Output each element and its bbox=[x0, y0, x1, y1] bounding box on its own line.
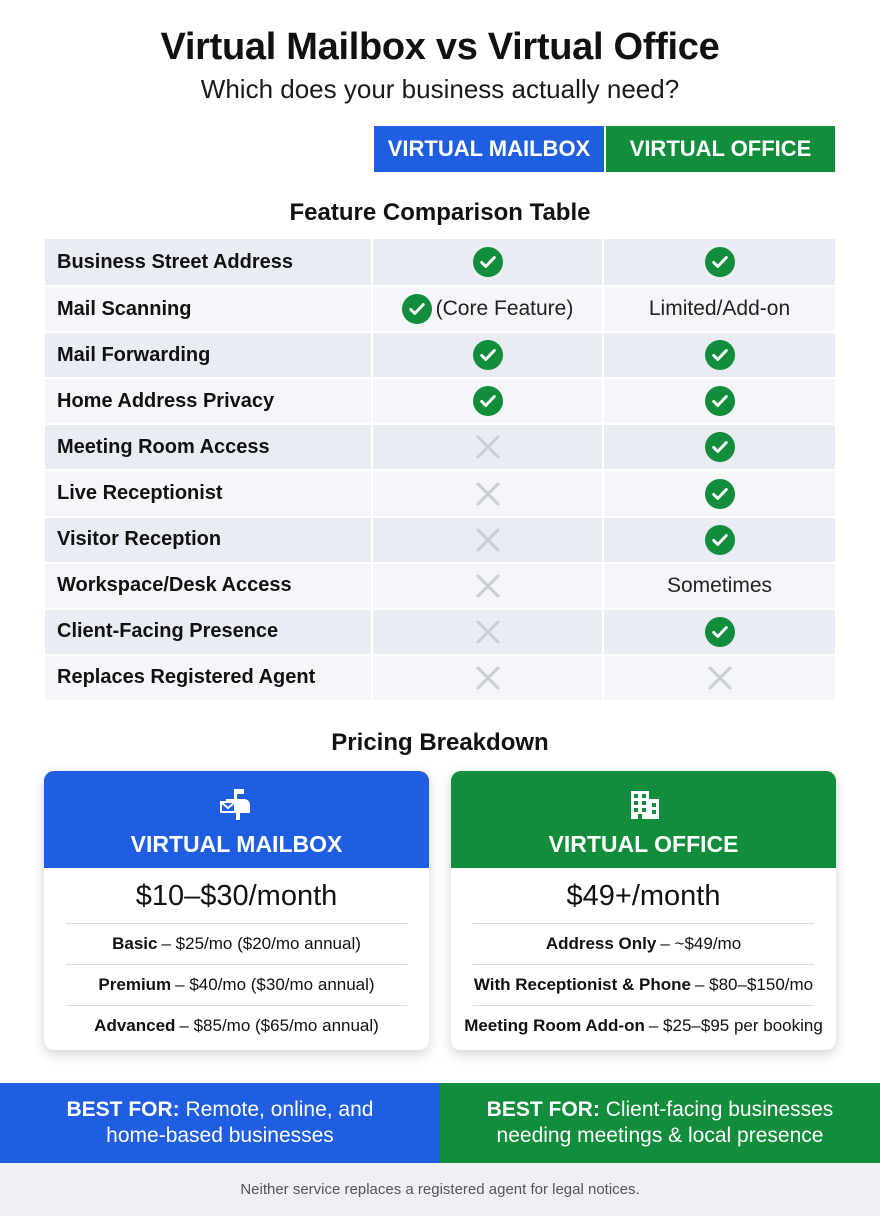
checkmark-icon bbox=[705, 525, 735, 555]
office-value bbox=[604, 656, 835, 700]
feature-label: Client-Facing Presence bbox=[45, 610, 373, 654]
cross-icon bbox=[475, 619, 501, 645]
card-price: $10–$30/month bbox=[135, 880, 338, 912]
checkmark-icon bbox=[705, 386, 735, 416]
feature-note: (Core Feature) bbox=[435, 297, 574, 321]
value-text: Limited/Add-on bbox=[648, 297, 791, 321]
table-row bbox=[45, 423, 835, 469]
mailbox-icon bbox=[220, 787, 254, 821]
price-tier: With Receptionist & Phone – $80–$150/mo bbox=[473, 964, 814, 1005]
feature-label: Replaces Registered Agent bbox=[45, 656, 373, 700]
table-row bbox=[45, 469, 835, 515]
table-row bbox=[45, 285, 835, 331]
cross-icon bbox=[475, 434, 501, 460]
pricing-title: Pricing Breakdown bbox=[331, 729, 549, 756]
checkmark-icon bbox=[705, 617, 735, 647]
feature-label: Meeting Room Access bbox=[45, 425, 373, 469]
pricing-card-mailbox bbox=[44, 771, 429, 1050]
table-row bbox=[45, 608, 835, 654]
feature-label: Mail Scanning bbox=[45, 287, 373, 331]
cross-icon bbox=[707, 665, 733, 691]
checkmark-icon bbox=[402, 294, 432, 324]
office-value bbox=[604, 287, 835, 331]
value-text: Sometimes bbox=[666, 573, 773, 597]
office-building-icon bbox=[627, 787, 661, 821]
price-tier: Address Only – ~$49/mo bbox=[473, 923, 814, 964]
checkmark-icon bbox=[473, 340, 503, 370]
feature-label: Visitor Reception bbox=[45, 518, 373, 562]
feature-label: Mail Forwarding bbox=[45, 333, 373, 377]
price-tier: Premium – $40/mo ($30/mo annual) bbox=[66, 964, 407, 1005]
cross-icon bbox=[475, 527, 501, 553]
mailbox-value bbox=[373, 471, 604, 515]
office-value bbox=[604, 610, 835, 654]
comparison-title: Feature Comparison Table bbox=[289, 199, 591, 226]
page-title: Virtual Mailbox vs Virtual Office bbox=[160, 26, 720, 68]
feature-label: Business Street Address bbox=[45, 239, 373, 285]
feature-label: Live Receptionist bbox=[45, 471, 373, 515]
price-tier: Advanced – $85/mo ($65/mo annual) bbox=[66, 1005, 407, 1046]
checkmark-icon bbox=[473, 386, 503, 416]
cross-icon bbox=[475, 573, 501, 599]
office-value bbox=[604, 333, 835, 377]
price-tier: Basic – $25/mo ($20/mo annual) bbox=[66, 923, 407, 964]
pricing-card-office bbox=[451, 771, 836, 1050]
page-subtitle: Which does your business actually need? bbox=[200, 74, 680, 104]
mailbox-value bbox=[373, 425, 604, 469]
cross-icon bbox=[475, 665, 501, 691]
card-name: VIRTUAL OFFICE bbox=[548, 831, 739, 857]
feature-label: Workspace/Desk Access bbox=[45, 564, 373, 608]
column-header-office: VIRTUAL OFFICE bbox=[606, 126, 835, 172]
checkmark-icon bbox=[705, 479, 735, 509]
office-value bbox=[604, 425, 835, 469]
table-row bbox=[45, 377, 835, 423]
checkmark-icon bbox=[473, 247, 503, 277]
table-row bbox=[45, 516, 835, 562]
column-header-mailbox: VIRTUAL MAILBOX bbox=[374, 126, 604, 172]
office-value bbox=[604, 518, 835, 562]
card-name: VIRTUAL MAILBOX bbox=[130, 831, 343, 857]
feature-label: Home Address Privacy bbox=[45, 379, 373, 423]
mailbox-value bbox=[373, 239, 604, 285]
office-value bbox=[604, 379, 835, 423]
mailbox-value bbox=[373, 333, 604, 377]
cross-icon bbox=[475, 481, 501, 507]
mailbox-value bbox=[373, 287, 604, 331]
checkmark-icon bbox=[705, 247, 735, 277]
mailbox-value bbox=[373, 518, 604, 562]
mailbox-value bbox=[373, 610, 604, 654]
office-value bbox=[604, 564, 835, 608]
checkmark-icon bbox=[705, 340, 735, 370]
office-value bbox=[604, 471, 835, 515]
table-row bbox=[45, 654, 835, 700]
mailbox-value bbox=[373, 564, 604, 608]
best-for-office: BEST FOR: Client-facing businesses needing meetings & local presence bbox=[440, 1083, 880, 1163]
table-row bbox=[45, 331, 835, 377]
comparison-table bbox=[45, 239, 835, 700]
mailbox-value bbox=[373, 656, 604, 700]
price-tier: Meeting Room Add-on – $25–$95 per booking bbox=[473, 1005, 814, 1046]
best-for-mailbox: BEST FOR: Remote, online, and home-based businesses bbox=[0, 1083, 440, 1163]
table-row bbox=[45, 239, 835, 285]
footer-note: Neither service replaces a registered agent for legal notices. bbox=[0, 1163, 880, 1216]
checkmark-icon bbox=[705, 432, 735, 462]
card-price: $49+/month bbox=[566, 880, 721, 912]
table-row bbox=[45, 562, 835, 608]
mailbox-value bbox=[373, 379, 604, 423]
office-value bbox=[604, 239, 835, 285]
